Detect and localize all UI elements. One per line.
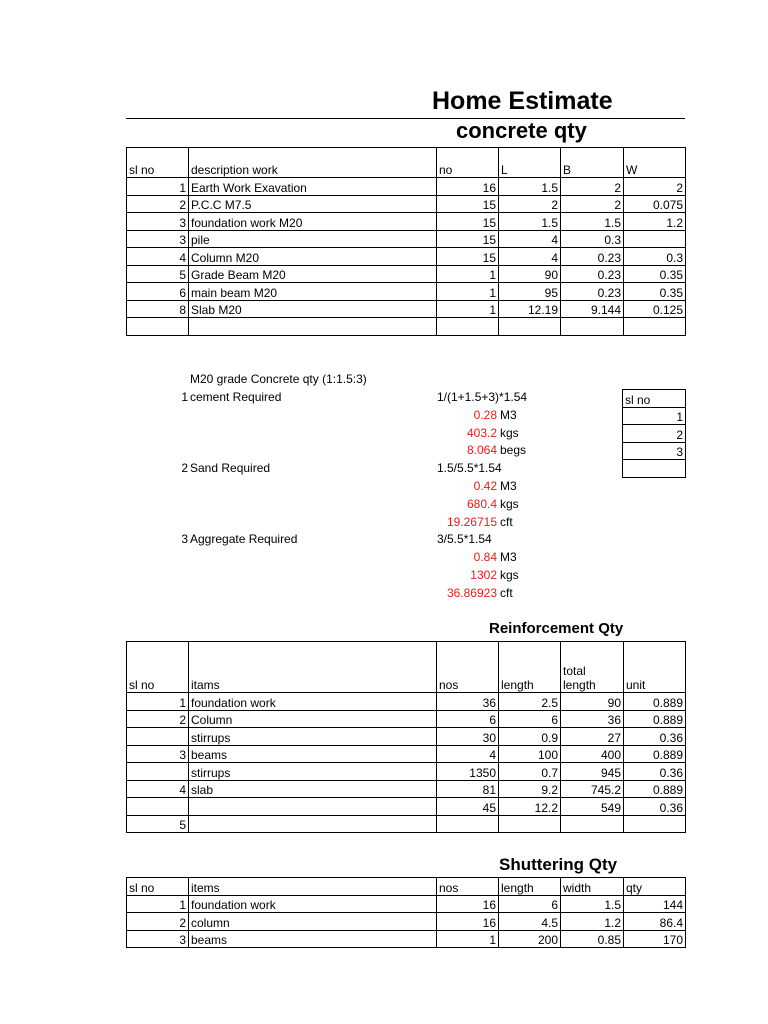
table-cell: 4: [127, 780, 189, 798]
header-cell: total length: [561, 642, 624, 693]
header-cell: items: [189, 878, 437, 896]
table-cell: [189, 318, 437, 336]
table-row: [127, 213, 686, 231]
table-cell: 15: [437, 195, 499, 213]
mix-sl-no-table: [622, 389, 686, 478]
table-cell: 90: [561, 693, 624, 711]
mix-item-number: 3: [181, 532, 188, 547]
table-cell: 4: [499, 230, 561, 248]
table-row: [623, 425, 686, 443]
table-cell: 1.5: [561, 213, 624, 231]
table-row: [623, 407, 686, 425]
table-cell: 27: [561, 728, 624, 746]
table-cell: 945: [561, 763, 624, 781]
table-cell: 144: [624, 895, 686, 913]
header-cell: width: [561, 878, 624, 896]
table-row: [127, 930, 686, 948]
table-cell: column: [189, 913, 437, 931]
table-cell: 0.9: [499, 728, 561, 746]
table-cell: 2: [624, 178, 686, 196]
table-cell: foundation work M20: [189, 213, 437, 231]
table-cell: 3: [127, 930, 189, 948]
table-cell: beams: [189, 745, 437, 763]
mix-unit: kgs: [500, 425, 519, 440]
table-cell: 4: [499, 248, 561, 266]
table-cell: 1: [623, 407, 686, 425]
page-subtitle: concrete qty: [456, 118, 587, 143]
table-cell: Grade Beam M20: [189, 265, 437, 283]
table-cell: 1.2: [624, 213, 686, 231]
mix-formula: 3/5.5*1.54: [437, 532, 492, 547]
mix-formula: 1.5/5.5*1.54: [437, 461, 502, 476]
table-row: [127, 913, 686, 931]
mix-value: 403.2: [466, 425, 497, 440]
table-cell: 0.85: [561, 930, 624, 948]
mix-value: 36.86923: [446, 585, 497, 600]
table-cell: 90: [499, 265, 561, 283]
table-cell: 170: [624, 930, 686, 948]
table-cell: [499, 815, 561, 833]
table-cell: 81: [437, 780, 499, 798]
table-row: [623, 442, 686, 460]
table-cell: 0.36: [624, 763, 686, 781]
header-cell: W: [624, 148, 686, 178]
mix-unit: cft: [500, 585, 513, 600]
mix-unit: kgs: [500, 496, 519, 511]
table-cell: [624, 815, 686, 833]
table-cell: 1: [437, 300, 499, 318]
table-cell: 8: [127, 300, 189, 318]
table-cell: 16: [437, 178, 499, 196]
table-cell: 45: [437, 798, 499, 816]
page-title: Home Estimate: [432, 87, 613, 115]
table-cell: [561, 318, 624, 336]
mix-value: 0.28: [473, 407, 497, 422]
table-cell: 2: [499, 195, 561, 213]
table-row: [127, 230, 686, 248]
table-cell: 0.7: [499, 763, 561, 781]
table-cell: stirrups: [189, 763, 437, 781]
table-cell: beams: [189, 930, 437, 948]
mix-heading: M20 grade Concrete qty (1:1.5:3): [190, 372, 367, 386]
table-cell: 4: [127, 248, 189, 266]
mix-unit: kgs: [500, 568, 519, 582]
table-cell: Slab M20: [189, 300, 437, 318]
mix-formula: 1/(1+1.5+3)*1.54: [437, 390, 528, 404]
table-cell: 0.3: [561, 230, 624, 248]
table-cell: 9.144: [561, 300, 624, 318]
table-cell: 2: [127, 913, 189, 931]
table-row: [127, 318, 686, 336]
table-cell: 1: [127, 693, 189, 711]
table-cell: 0.125: [624, 300, 686, 318]
table-cell: 2: [561, 178, 624, 196]
table-cell: 2: [127, 195, 189, 213]
table-cell: 0.889: [624, 745, 686, 763]
table-cell: 6: [127, 283, 189, 301]
mix-value: 680.4: [466, 496, 497, 511]
table-row: [127, 745, 686, 763]
table-cell: 0.23: [561, 265, 624, 283]
table-cell: 1.5: [561, 895, 624, 913]
title-rule: [126, 118, 685, 119]
shuttering-title: Shuttering Qty: [499, 855, 618, 874]
table-cell: foundation work: [189, 895, 437, 913]
table-cell: 2.5: [499, 693, 561, 711]
table-cell: [437, 815, 499, 833]
mix-unit: begs: [500, 443, 527, 458]
table-cell: 0.075: [624, 195, 686, 213]
table-cell: [624, 318, 686, 336]
table-cell: 3: [127, 745, 189, 763]
table-cell: 9.2: [499, 780, 561, 798]
table-cell: 400: [561, 745, 624, 763]
table-cell: 5: [127, 815, 189, 833]
table-cell: 0.36: [624, 798, 686, 816]
table-cell: 2: [623, 425, 686, 443]
table-header-row: [127, 642, 686, 693]
table-row: [127, 265, 686, 283]
table-row: [127, 693, 686, 711]
table-cell: [561, 815, 624, 833]
table-cell: [189, 798, 437, 816]
table-cell: main beam M20: [189, 283, 437, 301]
table-cell: 0.23: [561, 283, 624, 301]
mix-unit: M3: [500, 479, 517, 493]
table-cell: [127, 763, 189, 781]
header-cell: sl no: [127, 148, 189, 178]
table-cell: Earth Work Exavation: [189, 178, 437, 196]
table-row: [127, 178, 686, 196]
table-cell: 745.2: [561, 780, 624, 798]
table-cell: 1: [127, 178, 189, 196]
table-header-row: [127, 148, 686, 178]
shuttering-table: [126, 877, 686, 948]
header-cell: nos: [437, 878, 499, 896]
table-row: [623, 460, 686, 478]
table-cell: 1: [437, 265, 499, 283]
table-cell: 0.36: [624, 728, 686, 746]
table-cell: 12.19: [499, 300, 561, 318]
table-cell: 549: [561, 798, 624, 816]
table-cell: 16: [437, 913, 499, 931]
mix-item-label: Sand Required: [190, 461, 271, 476]
table-cell: P.C.C M7.5: [189, 195, 437, 213]
table-row: [127, 195, 686, 213]
table-cell: 1350: [437, 763, 499, 781]
table-cell: 0.23: [561, 248, 624, 266]
table-header-row: [623, 390, 686, 408]
table-row: [127, 283, 686, 301]
table-cell: 16: [437, 895, 499, 913]
table-cell: [127, 318, 189, 336]
mix-value: 8.064: [466, 443, 497, 458]
mix-unit: M3: [500, 407, 517, 422]
table-row: [127, 728, 686, 746]
mix-item-label: Aggregate Required: [190, 532, 298, 547]
table-cell: [624, 230, 686, 248]
header-cell: unit: [624, 642, 686, 693]
table-row: [127, 798, 686, 816]
mix-value: 0.42: [473, 479, 497, 493]
table-row: [127, 815, 686, 833]
reinforcement-title: Reinforcement Qty: [489, 620, 624, 637]
header-cell: nos: [437, 642, 499, 693]
table-cell: [623, 460, 686, 478]
mix-item-label: cement Required: [190, 390, 282, 404]
table-cell: 1.5: [499, 213, 561, 231]
table-cell: 6: [499, 895, 561, 913]
table-cell: 15: [437, 248, 499, 266]
table-cell: 1: [437, 930, 499, 948]
table-cell: Column M20: [189, 248, 437, 266]
header-cell: description work: [189, 148, 437, 178]
table-cell: [189, 815, 437, 833]
mix-unit: M3: [500, 550, 517, 565]
table-row: [127, 895, 686, 913]
table-cell: slab: [189, 780, 437, 798]
header-cell: qty: [624, 878, 686, 896]
mix-value: 0.84: [473, 550, 497, 565]
table-cell: 3: [127, 230, 189, 248]
table-cell: 0.889: [624, 693, 686, 711]
table-row: [127, 763, 686, 781]
mix-item-number: 1: [181, 390, 188, 404]
mix-unit: cft: [500, 514, 513, 529]
table-cell: 0.35: [624, 265, 686, 283]
table-cell: 1: [127, 895, 189, 913]
table-row: [127, 300, 686, 318]
mix-value: 19.26715: [446, 514, 497, 529]
table-cell: 0.889: [624, 710, 686, 728]
table-cell: 15: [437, 213, 499, 231]
mix-value: 1302: [470, 568, 497, 582]
table-cell: 30: [437, 728, 499, 746]
table-cell: stirrups: [189, 728, 437, 746]
header-cell: B: [561, 148, 624, 178]
table-cell: [499, 318, 561, 336]
table-header-row: [127, 878, 686, 896]
table-cell: 200: [499, 930, 561, 948]
table-cell: 3: [623, 442, 686, 460]
table-cell: 36: [561, 710, 624, 728]
table-cell: foundation work: [189, 693, 437, 711]
table-cell: [127, 798, 189, 816]
table-row: [127, 248, 686, 266]
table-cell: 1.5: [499, 178, 561, 196]
table-cell: 12.2: [499, 798, 561, 816]
table-cell: 1: [437, 283, 499, 301]
header-cell: length: [499, 878, 561, 896]
table-cell: 0.3: [624, 248, 686, 266]
header-cell: length: [499, 642, 561, 693]
table-cell: Column: [189, 710, 437, 728]
table-cell: 36: [437, 693, 499, 711]
table-cell: 0.35: [624, 283, 686, 301]
header-cell: itams: [189, 642, 437, 693]
table-cell: 100: [499, 745, 561, 763]
table-cell: 5: [127, 265, 189, 283]
table-row: [127, 710, 686, 728]
table-row: [127, 780, 686, 798]
table-cell: 95: [499, 283, 561, 301]
table-cell: 4.5: [499, 913, 561, 931]
table-cell: 1.2: [561, 913, 624, 931]
header-cell: sl no: [127, 642, 189, 693]
concrete-qty-table: [126, 147, 686, 336]
table-cell: 0.889: [624, 780, 686, 798]
table-cell: [437, 318, 499, 336]
table-cell: 6: [499, 710, 561, 728]
mix-item-number: 2: [181, 461, 188, 476]
table-cell: 2: [127, 710, 189, 728]
header-cell: L: [499, 148, 561, 178]
table-cell: 3: [127, 213, 189, 231]
table-cell: 2: [561, 195, 624, 213]
table-cell: 6: [437, 710, 499, 728]
table-cell: 15: [437, 230, 499, 248]
header-cell: sl no: [623, 390, 686, 408]
header-cell: no: [437, 148, 499, 178]
table-cell: 86.4: [624, 913, 686, 931]
table-cell: pile: [189, 230, 437, 248]
table-cell: [127, 728, 189, 746]
reinforcement-table: [126, 641, 686, 833]
table-cell: 4: [437, 745, 499, 763]
header-cell: sl no: [127, 878, 189, 896]
